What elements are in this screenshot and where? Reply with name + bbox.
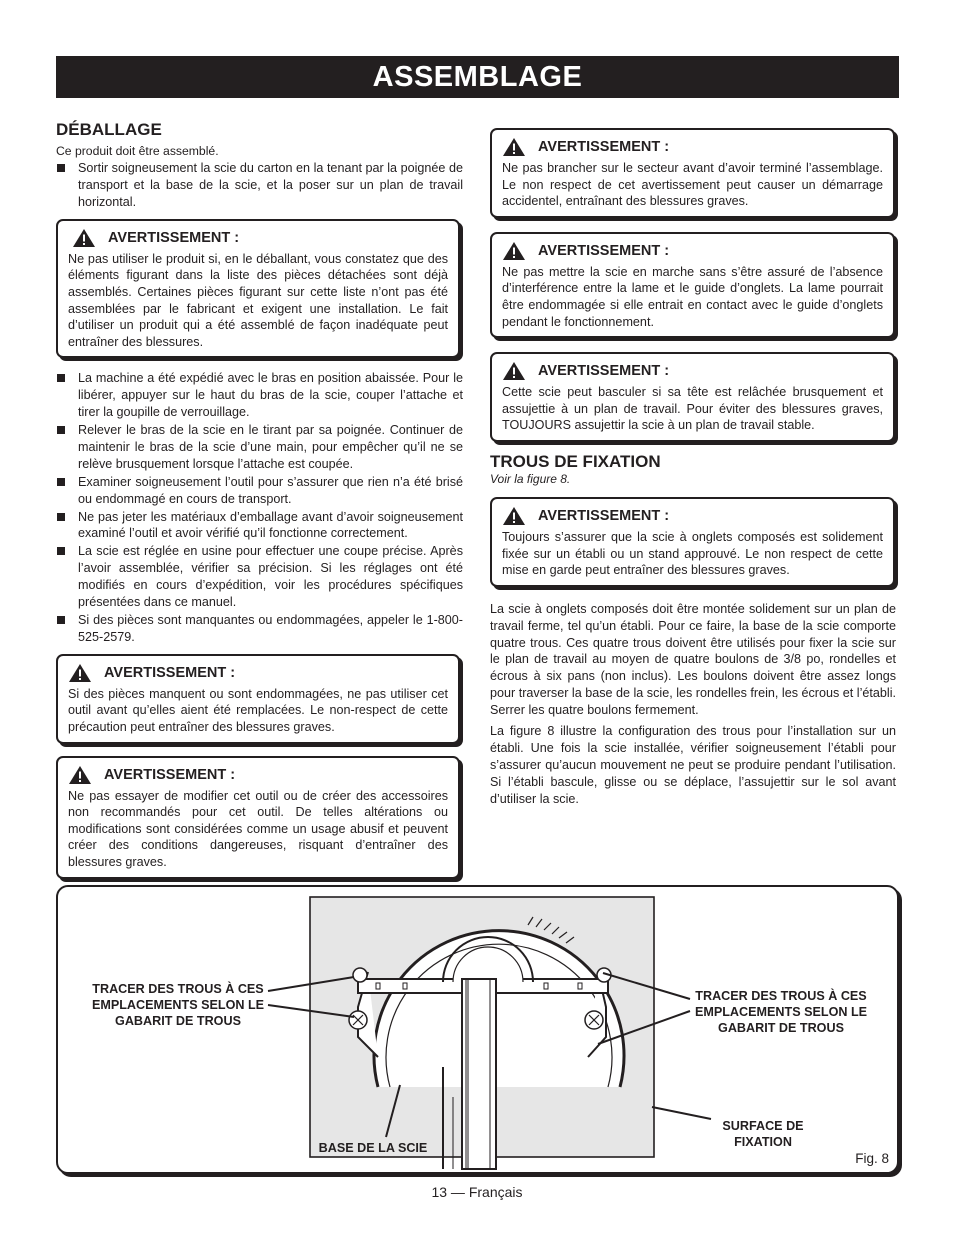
warning-box-modification [56,756,460,879]
warning-box-interference [490,232,895,338]
right-column [490,128,898,808]
list-item: Sortir soigneusement la scie du carton en la tenant par la poignée de transport et la base de la scie, et la poser sur un plan de travail horizontal. [56,160,463,211]
list-item: Examiner soigneusement l’outil pour s’assurer que rien n’a été brisé ou endommagé en cours de transport. [56,474,463,508]
unpacking-list [56,370,463,646]
label-saw-base: BASE DE LA SCIE [318,1141,428,1155]
warning-triangle-icon [502,361,526,381]
warning-triangle-icon [502,137,526,157]
warning-box-missing-parts [56,654,460,744]
mounting-paragraph-2: La figure 8 illustre la configuration des trous pour l’installation sur un établi. Une fois la scie installée, vérifier soigneusement l’établi pour s’assurer qu’aucun mouvement ne peut se produire pendant l’utilisation. Si l’établi bascule, glisse ou se déplace, l’assujettir sur le sol avant d’utiliser la scie. [490,724,896,806]
warning-triangle-icon [68,765,92,785]
left-column [56,120,463,879]
list-item: Si des pièces sont manquantes ou endommagées, appeler le 1-800-525-2579. [56,612,463,646]
label-right-holes: TRACER DES TROUS À CES EMPLACEMENTS SELON LE GABARIT DE TROUS [694,989,868,1035]
see-figure-note: Voir la figure 8. [490,471,571,486]
warning-box-power [490,128,895,218]
warning-title-text: AVERTISSEMENT : [538,507,670,524]
unpacking-intro: Ce produit doit être assemblé. [56,144,219,158]
page-title: ASSEMBLAGE [56,56,899,98]
warning-triangle-icon [72,228,96,248]
warning-title-text: AVERTISSEMENT : [104,766,236,783]
warning-title-text: AVERTISSEMENT : [538,363,670,380]
warning-text: Si des pièces manquent ou sont endommagées, ne pas utiliser cet outil avant qu’elles aient été remplacées. Le non-respect de cette précaution peut entraîner des blessures graves. [68,686,448,734]
warning-text: Toujours s’assurer que la scie à onglets composés est solidement fixée sur un établi ou un stand approuvé. Le non respect de cette mise en garde peut entraîner des blessures graves. [502,529,883,578]
warning-triangle-icon [68,663,92,683]
warning-box-tipping [490,352,895,442]
figure-caption: Fig. 8 [855,1151,889,1166]
warning-text: Ne pas brancher sur le secteur avant d’avoir terminé l’assemblage. Le non respect de cet avertissement peut causer un démarrage accidentel, entraînant des blessures graves. [502,161,883,209]
warning-title [68,765,448,785]
list-item: La machine a été expédié avec le bras en position abaissée. Pour le libérer, appuyer sur le haut du bras de la scie, couper l’attache et tirer la goupille de verrouillage. [56,370,463,421]
figure-8 [56,885,899,1174]
warning-text: Ne pas utiliser le produit si, en le déballant, vous constatez que des éléments figurant dans la liste des pièces détachées sont déjà assemblés. Certaines pièces figurant sur cette liste n’ont pas été assemblées par le fabricant et exigent une installation. Le fait d’utiliser un produit qui a été assemblé de façon inadéquate peut entraîner des blessures. [68,251,448,349]
warning-triangle-icon [502,506,526,526]
warning-title-text: AVERTISSEMENT : [538,242,670,259]
list-item: Ne pas jeter les matériaux d’emballage avant d’avoir soigneusement examiné l’outil et avoir vérifié qu’il fonctionne correctement. [56,509,463,543]
warning-title-text: AVERTISSEMENT : [108,229,240,246]
mounting-heading: TROUS DE FIXATION [490,451,661,471]
warning-title [502,361,883,381]
warning-title [68,663,448,683]
label-left-holes: TRACER DES TROUS À CES EMPLACEMENTS SELON LE GABARIT DE TROUS [91,982,265,1028]
page-footer: 13 — Français [431,1184,523,1200]
warning-box-mounting [490,497,895,587]
warning-title-text: AVERTISSEMENT : [104,664,236,681]
warning-title [502,241,883,261]
warning-title [502,506,883,526]
warning-text: Ne pas essayer de modifier cet outil ou de créer des accessoires non recommandés pour cet outil. De telles altérations ou modifications sont considérées comme un usage abusif et peuvent créer des conditions dangereuses, risquant d’entraîner des blessures graves. [68,788,448,869]
mounting-paragraph-1: La scie à onglets composés doit être montée solidement sur un plan de travail ferme, tel qu’un établi. Pour ce faire, la base de la scie comporte quatre trous. Ces quatre trous doivent être utilisés pour fixer la scie sur le plan de travail au moyen de quatre boulons de 3/8 po, rondelles et écrous à six pans (non inclus). Les boulons doivent être assez longs pour traverser la base de la scie, les rondelles frein, les écrous et l’établi. Serrer les quatre boulons fermement. [490,601,897,718]
unpacking-heading: DÉBALLAGE [56,120,162,139]
list-item: Relever le bras de la scie en le tirant par sa poignée. Continuer de maintenir le bras de la scie d’une main, pour empêcher qu’il ne se relève brusquement lorsque l’attache est coupée. [56,422,463,473]
warning-title [68,228,448,248]
warning-text: Cette scie peut basculer si sa tête est relâchée brusquement et assujettie à un plan de travail. Pour éviter des blessures graves, TOUJOURS assujettir la scie à un plan de travail stable. [502,385,883,433]
unpacking-first-list [56,160,463,211]
warning-title [502,137,883,157]
label-mounting-surface: SURFACE DE FIXATION [722,1119,804,1149]
warning-text: Ne pas mettre la scie en marche sans s’être assuré de l’absence d’interférence entre la lame et le guide d’onglets. La lame pourrait être endommagée si elle entrait en contact avec le guide d’onglets pendant le fonctionnement. [502,264,883,329]
warning-title-text: AVERTISSEMENT : [538,139,670,155]
warning-triangle-icon [502,241,526,261]
list-item: La scie est réglée en usine pour effectuer une coupe précise. Après l’avoir assemblée, vérifier sa précision. Si les réglages ont été modifiés en cours d’expédition, voir les procédures spécifiques présentées dans ce manuel. [56,543,463,611]
warning-box-unpacking [56,219,460,359]
